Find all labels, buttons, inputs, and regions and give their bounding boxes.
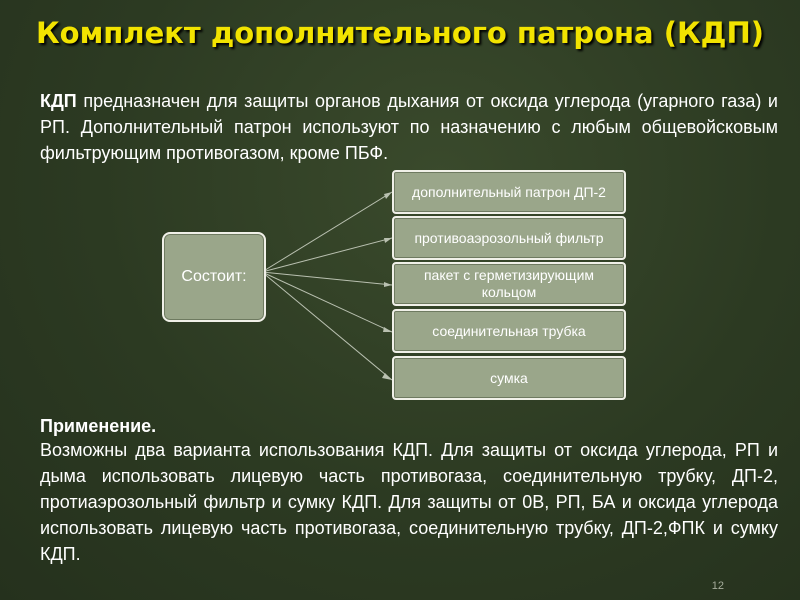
component-item-label: противоаэрозольный фильтр: [414, 229, 604, 246]
component-item-label: соединительная трубка: [432, 322, 586, 339]
intro-text: предназначен для защиты органов дыхания от оксида углерода (угарного газа) и РП. Дополнительный патрон используют по назначению с любым общевойсковым фильтрующим противогазом, кроме ПБФ.: [40, 91, 778, 163]
slide-title: Комплект дополнительного патрона (КДП): [35, 16, 765, 50]
connector-arrowhead: [383, 327, 392, 332]
component-item-label: пакет с герметизирующим кольцом: [423, 267, 595, 300]
connector-line: [262, 272, 392, 332]
component-item-label: дополнительный патрон ДП-2: [412, 183, 606, 200]
component-item: [392, 356, 626, 400]
connector-arrowhead: [384, 192, 392, 199]
application-text: Возможны два варианта использования КДП. Для защиты от оксида углерода, РП и дыма использовать лицевую часть противогаза, соединительную трубку, ДП-2, протиаэрозольный фильтр и сумку КДП. Для защиты от 0В, РП, БА и оксида углерода использовать лицевую часть противогаза, соединительную трубку, ДП-2,ФПК и сумку КДП.: [40, 440, 778, 564]
page-number: 12: [711, 580, 724, 592]
connector-line: [262, 192, 392, 272]
connector-arrowhead: [382, 373, 392, 380]
component-item-label: сумка: [490, 369, 528, 386]
connector-line: [262, 238, 392, 272]
connector-line: [262, 272, 392, 380]
component-item: [392, 309, 626, 353]
center-node: [162, 232, 266, 322]
intro-abbreviation: КДП: [40, 91, 77, 111]
component-item: [392, 170, 626, 214]
connector-arrowhead: [384, 238, 392, 243]
component-item: [392, 262, 626, 306]
connector-line: [262, 272, 392, 285]
center-node-label: Состоит:: [181, 268, 247, 285]
application-heading: Применение.: [40, 416, 157, 436]
component-item: [392, 216, 626, 260]
